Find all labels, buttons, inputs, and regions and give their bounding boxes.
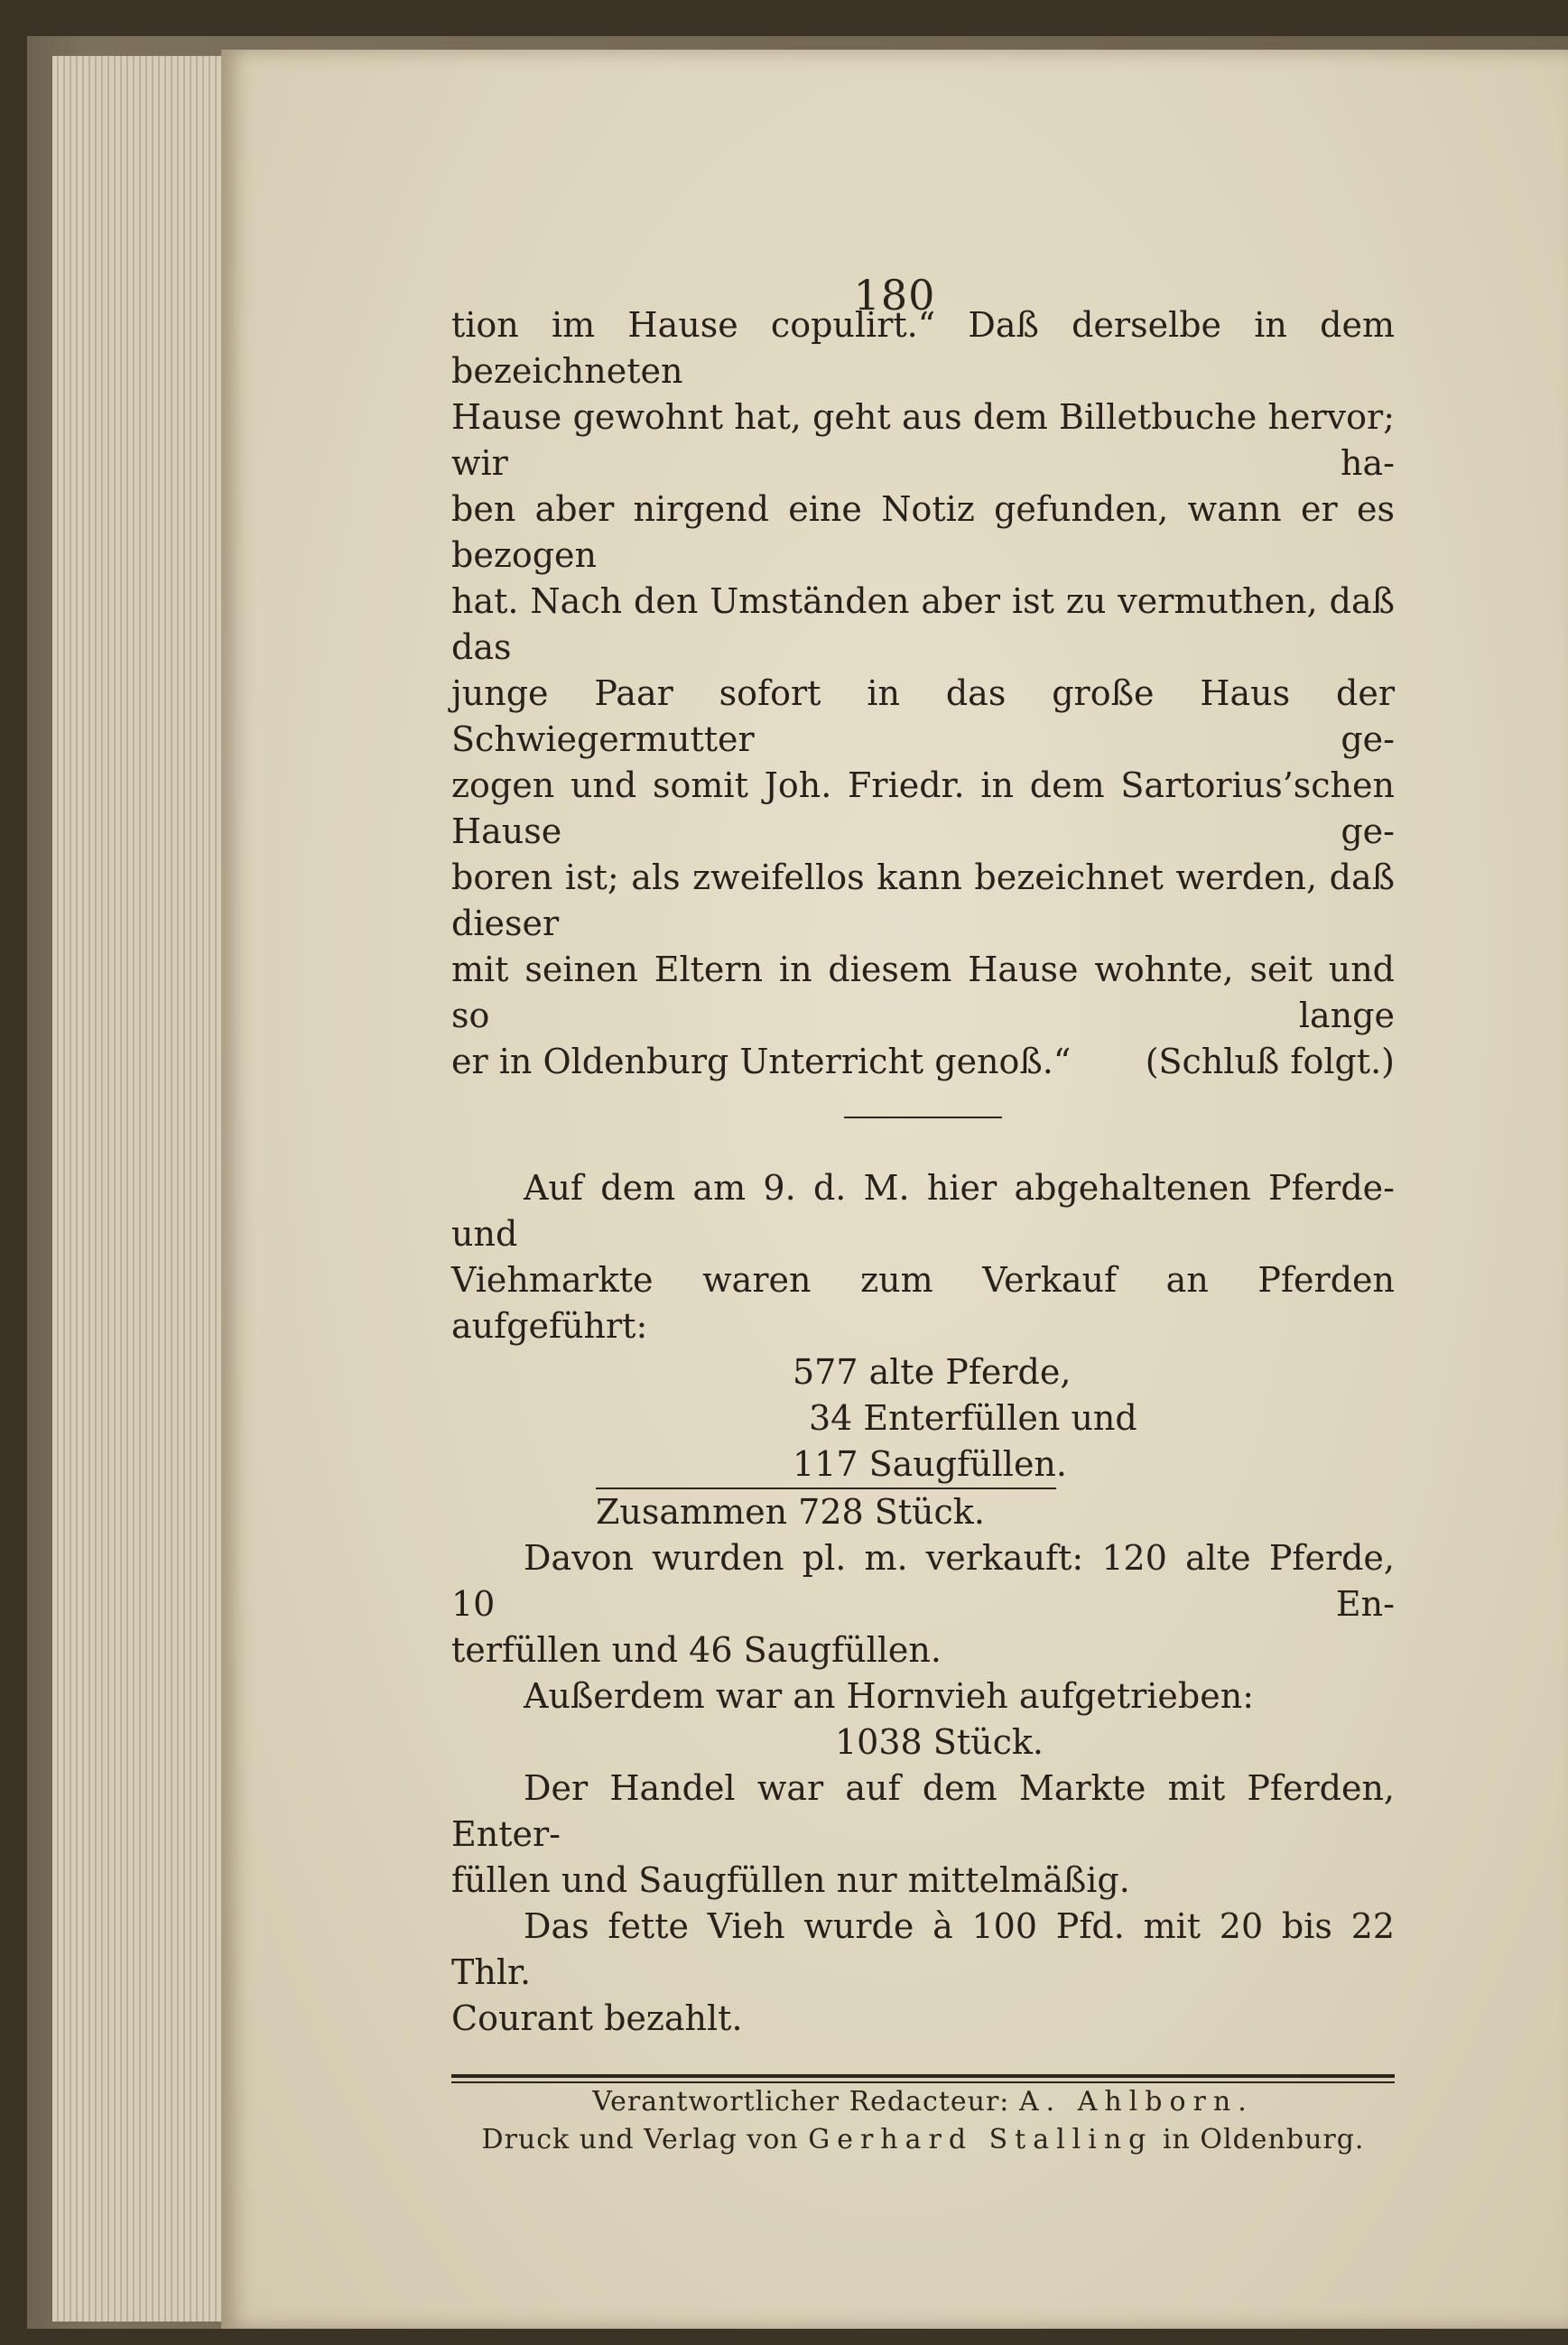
text-line: Außerdem war an Hornvieh aufgetrieben: [524, 1676, 1255, 1716]
total-line: Zusammen 728 Stück. [596, 1492, 985, 1532]
text-line: tion im Hause copulirt.“ Daß derselbe in dem bezeichneten [451, 305, 1395, 391]
text-line: Davon wurden pl. m. verkauft: 120 alte Pferde, 10 En- [451, 1538, 1395, 1624]
text-line: boren ist; als zweifellos kann bezeichnet werden, daß dieser [451, 857, 1395, 943]
text-line: Viehmarkte waren zum Verkauf an Pferden aufgeführt: [451, 1260, 1395, 1346]
editor-label: Verantwortlicher Redacteur: [592, 2086, 1010, 2118]
text-line: Das fette Vieh wurde à 100 Pfd. mit 20 bis 22 Thlr. [451, 1906, 1395, 1992]
text-line: terfüllen und 46 Saugfüllen. [451, 1630, 942, 1670]
publisher-line [451, 2121, 1395, 2159]
text-line: Courant bezahlt. [451, 1998, 743, 2038]
page-edges [52, 56, 242, 2322]
editor-line [451, 2083, 1395, 2121]
text-line: junge Paar sofort in das große Haus der Schwiegermutter ge- [451, 673, 1395, 759]
closing-line [451, 1039, 1395, 1085]
page-content [451, 302, 1395, 2159]
text-line: Der Handel war auf dem Markte mit Pferden, Enter- [451, 1768, 1395, 1854]
editor-name: A. Ahlborn. [1018, 2086, 1254, 2118]
closing-text: er in Oldenburg Unterricht genoß.“ [451, 1042, 1072, 1081]
imprint [451, 2083, 1395, 2159]
horse-count-item: 117 Saugfüllen. [793, 1444, 1067, 1484]
market-report [451, 1165, 1395, 2042]
horse-count-item: 577 alte Pferde, [793, 1352, 1072, 1392]
text-line: füllen und Saugfüllen nur mittelmäßig. [451, 1860, 1130, 1900]
publisher-name: Gerhard Stalling [808, 2124, 1154, 2155]
text-line: ben aber nirgend eine Notiz gefunden, wann er es bezogen [451, 489, 1395, 575]
horse-count-item: 34 Enterfüllen und [809, 1398, 1137, 1438]
print-label: Druck und Verlag von [481, 2124, 799, 2155]
cattle-count: 1038 Stück. [835, 1722, 1044, 1762]
text-line: zogen und somit Joh. Friedr. in dem Sartorius’schen Hause ge- [451, 765, 1395, 851]
print-place: in Oldenburg. [1162, 2124, 1365, 2155]
article-ending [451, 302, 1395, 1085]
text-line: Hause gewohnt hat, geht aus dem Billetbuche hervor; wir ha- [451, 397, 1395, 483]
text-line: Auf dem am 9. d. M. hier abgehaltenen Pferde- und [451, 1168, 1395, 1254]
text-line: hat. Nach den Umständen aber ist zu vermuthen, daß das [451, 581, 1395, 667]
section-divider [844, 1117, 1002, 1118]
continuation-note: (Schluß folgt.) [1145, 1042, 1395, 1081]
text-line: mit seinen Eltern in diesem Hause wohnte, seit und so lange [451, 950, 1395, 1035]
footer-rule [451, 2074, 1395, 2078]
page-number: 180 [853, 271, 936, 320]
